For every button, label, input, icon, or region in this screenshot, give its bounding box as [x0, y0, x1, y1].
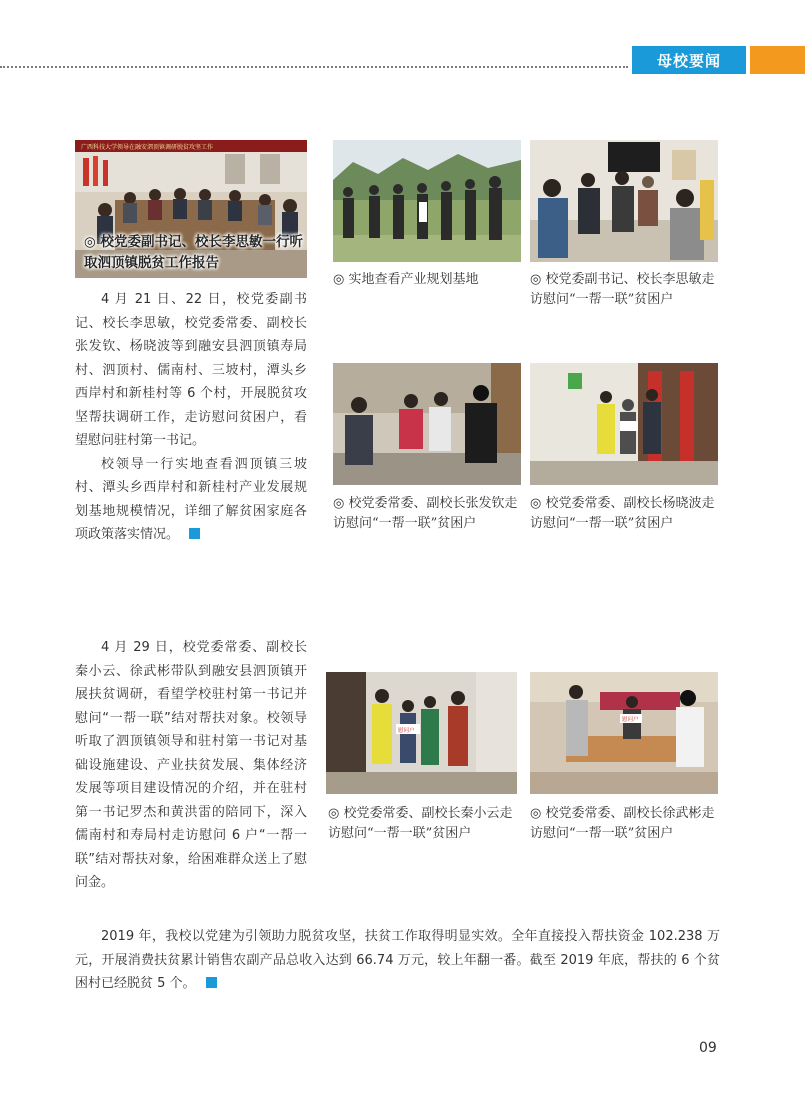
summary-body	[75, 925, 720, 996]
page-number: 09	[699, 1040, 717, 1056]
end-mark-icon	[206, 977, 217, 988]
photo-meeting-caption: ◎ 校党委副书记、校长李思敏一行听取泗顶镇脱贫工作报告	[84, 234, 303, 271]
photo-yang-visit	[530, 363, 718, 485]
photo-field-inspection-caption: ◎ 实地查看产业规划基地	[333, 272, 479, 287]
photo6-sign-text: 慰问户	[398, 728, 415, 734]
end-mark-icon	[189, 528, 200, 539]
header-dotted-rule	[0, 66, 628, 68]
orange-accent-block	[750, 46, 805, 74]
section1-paragraph-2	[75, 453, 307, 547]
summary-paragraph	[75, 925, 720, 996]
section-tab: 母校要闻	[632, 46, 746, 74]
photo-xu-visit-caption: ◎ 校党委常委、副校长徐武彬走访慰问“一帮一联”贫困户	[530, 806, 715, 841]
photo7-sign-text: 慰问户	[622, 717, 639, 723]
section1-body	[75, 288, 307, 547]
photo-qin-visit-caption: ◎ 校党委常委、副校长秦小云走访慰问“一帮一联”贫困户	[328, 806, 513, 841]
section1-paragraph-1: 4 月 21 日、22 日，校党委副书记、校长李思敏，校党委常委、副校长张发钦、杨晓波等到融安县泗顶镇寿局村、泗顶村、儒南村、三坡村，潭头乡西岸村和新桂村等 6 个村，开展脱贫攻坚帮扶调研工作，走访慰问贫困户，看望慰问驻村第一书记。	[75, 292, 307, 448]
photo-yang-visit-caption: ◎ 校党委常委、副校长杨晓波走访慰问“一帮一联”贫困户	[530, 496, 715, 531]
photo-xu-visit	[530, 672, 718, 794]
section2-body	[75, 636, 307, 895]
section2-paragraph-1: 4 月 29 日，校党委常委、副校长秦小云、徐武彬带队到融安县泗顶镇开展扶贫调研，看望学校驻村第一书记并慰问“一帮一联”结对帮扶对象。校领导听取了泗顶镇领导和驻村第一书记对基础设施建设、产业扶贫发展、集体经济发展等项目建设情况的介绍，并在驻村第一书记罗杰和黄洪雷的陪同下，深入儒南村和寿局村走访慰问 6 户“一帮一联”结对帮扶对象，给困难群众送上了慰问金。	[75, 640, 307, 890]
photo-president-visit	[530, 140, 718, 262]
section1-paragraph-2-text: 校领导一行实地查看泗顶镇三坡村、潭头乡西岸村和新桂村产业发展规划基地规模情况，详细了解贫困家庭各项政策落实情况。	[75, 456, 307, 542]
summary-paragraph-text: 2019 年，我校以党建为引领助力脱贫攻坚，扶贫工作取得明显实效。全年直接投入帮扶资金 102.238 万元，开展消费扶贫累计销售农副产品总收入达到 66.74 万元，较上年翻一番。截至 2019 年底，帮扶的 6 个贫困村已经脱贫 5 个。	[75, 929, 720, 991]
photo-zhang-visit	[333, 363, 521, 485]
photo-field-inspection	[333, 140, 521, 262]
meeting-banner-text: 广西科技大学领导在融安泗顶镇调研脱贫攻坚工作	[81, 144, 214, 151]
photo-zhang-visit-caption: ◎ 校党委常委、副校长张发钦走访慰问“一帮一联”贫困户	[333, 496, 518, 531]
photo-president-visit-caption: ◎ 校党委副书记、校长李思敏走访慰问“一帮一联”贫困户	[530, 272, 715, 307]
photo-qin-visit	[326, 672, 517, 794]
